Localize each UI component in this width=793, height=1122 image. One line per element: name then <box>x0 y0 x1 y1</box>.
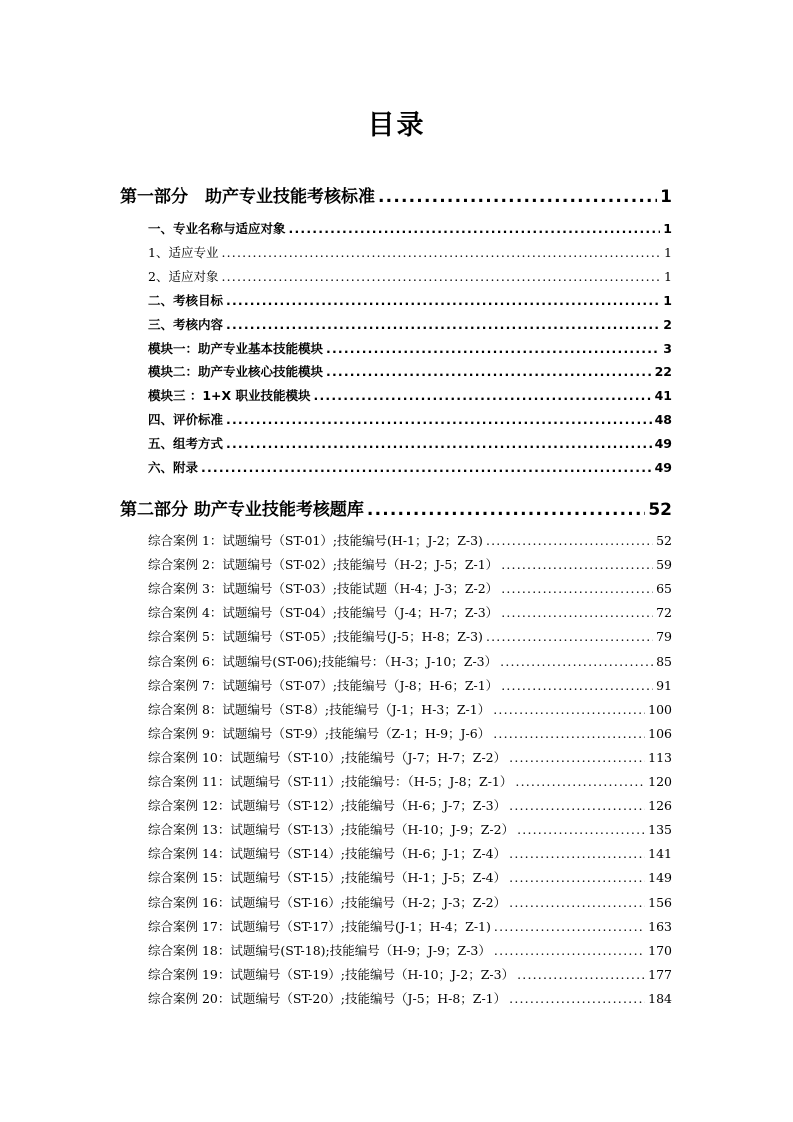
toc-entry-label: 五、组考方式 <box>148 436 224 452</box>
toc-entry-label: 综合案例 18：试题编号(ST-18);技能编号（H-9；J-9；Z-3） <box>148 942 491 958</box>
toc-leader-dots <box>226 412 652 427</box>
toc-leader-dots <box>517 967 645 982</box>
toc-entry-label: 综合案例 7：试题编号（ST-07）;技能编号（J-8；H-6；Z-1） <box>148 677 499 693</box>
toc-part-2-page: 52 <box>648 500 672 520</box>
toc-entry[interactable] <box>148 868 672 886</box>
toc-entry[interactable] <box>148 339 672 357</box>
toc-entry-page: 184 <box>648 990 672 1006</box>
toc-entry-label: 综合案例 17：试题编号（ST-17）;技能编号(J-1；H-4；Z-1) <box>148 918 491 934</box>
toc-leader-dots <box>486 629 653 644</box>
toc-leader-dots <box>226 436 652 451</box>
toc-leader-dots <box>501 678 653 693</box>
toc-entry-page: 1 <box>664 244 672 260</box>
toc-entry-label: 综合案例 2：试题编号（ST-02）;技能编号（H-2；J-5；Z-1） <box>148 557 499 573</box>
toc-leader-dots <box>509 846 645 861</box>
toc-entry-label: 模块一：助产专业基本技能模块 <box>148 340 324 356</box>
toc-entry-label: 综合案例 12：试题编号（ST-12）;技能编号（H-6；J-7；Z-3） <box>148 798 507 814</box>
toc-leader-dots <box>501 581 653 596</box>
toc-entry-label: 综合案例 5：试题编号（ST-05）;技能编号(J-5；H-8；Z-3) <box>148 629 483 645</box>
toc-entry-page: 163 <box>648 918 672 934</box>
toc-entry-page: 106 <box>648 725 672 741</box>
toc-entry-label: 综合案例 11：试题编号（ST-11）;技能编号：（H-5；J-8；Z-1） <box>148 774 513 789</box>
toc-entry-page: 65 <box>656 581 672 597</box>
toc-entry-page: 91 <box>656 677 672 693</box>
toc-leader-dots <box>221 269 661 284</box>
toc-entry[interactable] <box>148 772 672 790</box>
toc-entry[interactable] <box>148 652 672 670</box>
toc-leader-dots <box>509 991 645 1006</box>
toc-entry-label: 二、考核目标 <box>148 292 224 308</box>
toc-entry[interactable] <box>148 796 672 814</box>
toc-entry-label: 综合案例 1：试题编号（ST-01）;技能编号(H-1；J-2；Z-3) <box>148 533 483 548</box>
toc-entry-label: 六、附录 <box>148 460 199 475</box>
toc-entry[interactable] <box>148 458 672 476</box>
toc-entry[interactable] <box>148 724 672 742</box>
toc-leader-dots <box>501 605 653 620</box>
toc-leader-dots <box>494 943 645 958</box>
toc-entry[interactable] <box>148 989 672 1007</box>
toc-entry-page: 1 <box>663 292 672 308</box>
toc-entry-label: 综合案例 6：试题编号(ST-06);技能编号：（H-3；J-10；Z-3） <box>148 653 498 669</box>
toc-entry-page: 141 <box>648 846 672 862</box>
toc-leader-dots <box>501 557 653 572</box>
toc-entry-page: 156 <box>648 894 672 910</box>
toc-entry-page: 100 <box>648 701 672 717</box>
toc-entry-label: 综合案例 16：试题编号（ST-16）;技能编号（H-2；J-3；Z-2） <box>148 894 507 910</box>
toc-part-2[interactable] <box>120 495 672 520</box>
toc-entry-label: 四、评价标准 <box>148 412 224 428</box>
toc-leader-dots <box>201 460 652 475</box>
toc-entry[interactable] <box>148 315 672 333</box>
toc-entry-page: 41 <box>654 388 672 404</box>
toc-entry-page: 149 <box>648 870 672 886</box>
toc-leader-dots <box>226 317 660 332</box>
toc-entry-label: 三、考核内容 <box>148 316 224 332</box>
toc-entry[interactable] <box>148 603 672 621</box>
toc-entry-page: 59 <box>656 557 672 573</box>
toc-entry[interactable] <box>148 386 672 404</box>
toc-leader-dots <box>314 388 652 403</box>
toc-entry-label: 综合案例 10：试题编号（ST-10）;技能编号（J-7；H-7；Z-2） <box>148 749 507 765</box>
toc-leader-dots <box>494 919 645 934</box>
toc-entry-page: 22 <box>654 364 672 380</box>
toc-entry-page: 2 <box>663 316 672 332</box>
toc-entry[interactable] <box>148 267 672 285</box>
toc-entry-label: 综合案例 15：试题编号（ST-15）;技能编号（H-1；J-5；Z-4） <box>148 870 507 886</box>
toc-entry[interactable] <box>148 965 672 983</box>
toc-entry-page: 3 <box>663 340 672 356</box>
toc-leader-dots <box>226 293 660 308</box>
toc-leader-dots <box>221 245 661 260</box>
toc-leader-dots <box>493 702 645 717</box>
toc-entry-page: 113 <box>648 749 672 765</box>
toc-entry-page: 49 <box>654 436 672 452</box>
toc-entry[interactable] <box>148 844 672 862</box>
toc-part-1-label: 第一部分 助产专业技能考核标准 <box>120 187 375 207</box>
toc-entry[interactable] <box>148 531 672 549</box>
toc-entry[interactable] <box>148 219 672 237</box>
toc-leader-dots <box>289 221 661 236</box>
toc-entry[interactable] <box>148 434 672 452</box>
toc-entry-label: 1、适应专业 <box>148 244 219 260</box>
toc-title: 目录 <box>367 110 426 141</box>
toc-entry-page: 72 <box>656 605 672 621</box>
toc-entry[interactable] <box>148 820 672 838</box>
toc-entry-page: 79 <box>656 629 672 645</box>
toc-leader-dots <box>378 187 657 207</box>
toc-entry[interactable] <box>148 676 672 694</box>
toc-entry-page: 49 <box>654 460 672 475</box>
toc-entry-label: 综合案例 3：试题编号（ST-03）;技能试题（H-4；J-3；Z-2） <box>148 581 499 597</box>
toc-entry-label: 综合案例 13：试题编号（ST-13）;技能编号（H-10；J-9；Z-2） <box>148 822 515 838</box>
toc-entry-page: 120 <box>648 774 672 789</box>
toc-entry-page: 85 <box>656 653 672 669</box>
toc-entry-label: 2、适应对象 <box>148 268 219 284</box>
toc-entry-label: 综合案例 9：试题编号（ST-9）;技能编号（Z-1；H-9；J-6） <box>148 725 491 741</box>
toc-leader-dots <box>326 364 652 379</box>
toc-leader-dots <box>517 822 645 837</box>
toc-leader-dots <box>509 895 645 910</box>
toc-leader-dots <box>486 533 653 548</box>
toc-entry[interactable] <box>148 579 672 597</box>
toc-entry-page: 48 <box>654 412 672 428</box>
toc-leader-dots <box>367 500 645 520</box>
toc-part-1[interactable] <box>120 182 672 207</box>
toc-entry-label: 一、专业名称与适应对象 <box>148 221 286 236</box>
toc-entry-page: 170 <box>648 942 672 958</box>
toc-part-1-page: 1 <box>660 187 672 207</box>
toc-entry[interactable] <box>148 291 672 309</box>
toc-leader-dots <box>493 726 645 741</box>
toc-entry-label: 模块三 ：1+X 职业技能模块 <box>148 388 311 404</box>
toc-leader-dots <box>326 341 660 356</box>
toc-entry-page: 135 <box>648 822 672 838</box>
toc-entry[interactable] <box>148 748 672 766</box>
toc-entry-page: 52 <box>656 533 672 548</box>
toc-entry[interactable] <box>148 700 672 718</box>
toc-part-2-label: 第二部分 助产专业技能考核题库 <box>120 500 364 520</box>
toc-leader-dots <box>509 870 645 885</box>
toc-entry-label: 综合案例 8：试题编号（ST-8）;技能编号（J-1；H-3；Z-1） <box>148 701 491 717</box>
toc-entry-page: 1 <box>664 268 672 284</box>
toc-entry[interactable] <box>148 410 672 428</box>
toc-entry-label: 综合案例 19：试题编号（ST-19）;技能编号（H-10；J-2；Z-3） <box>148 966 515 982</box>
toc-leader-dots <box>500 654 653 669</box>
toc-entry-label: 综合案例 14：试题编号（ST-14）;技能编号（H-6；J-1；Z-4） <box>148 846 507 862</box>
toc-entry[interactable] <box>148 243 672 261</box>
toc-leader-dots <box>515 774 645 789</box>
toc-entry[interactable] <box>148 917 672 935</box>
toc-entry[interactable] <box>148 555 672 573</box>
toc-entry-label: 综合案例 4：试题编号（ST-04）;技能编号（J-4；H-7；Z-3） <box>148 605 499 621</box>
toc-leader-dots <box>509 750 645 765</box>
toc-entry-page: 126 <box>648 798 672 814</box>
toc-entry-label: 模块二：助产专业核心技能模块 <box>148 364 324 380</box>
toc-entry[interactable] <box>148 627 672 645</box>
toc-entry-label: 综合案例 20：试题编号（ST-20）;技能编号（J-5；H-8；Z-1） <box>148 990 507 1006</box>
toc-entry[interactable] <box>148 362 672 380</box>
toc-entry[interactable] <box>148 941 672 959</box>
toc-entry-page: 1 <box>663 221 672 236</box>
toc-leader-dots <box>509 798 645 813</box>
toc-entry[interactable] <box>148 893 672 911</box>
toc-entry-page: 177 <box>648 966 672 982</box>
